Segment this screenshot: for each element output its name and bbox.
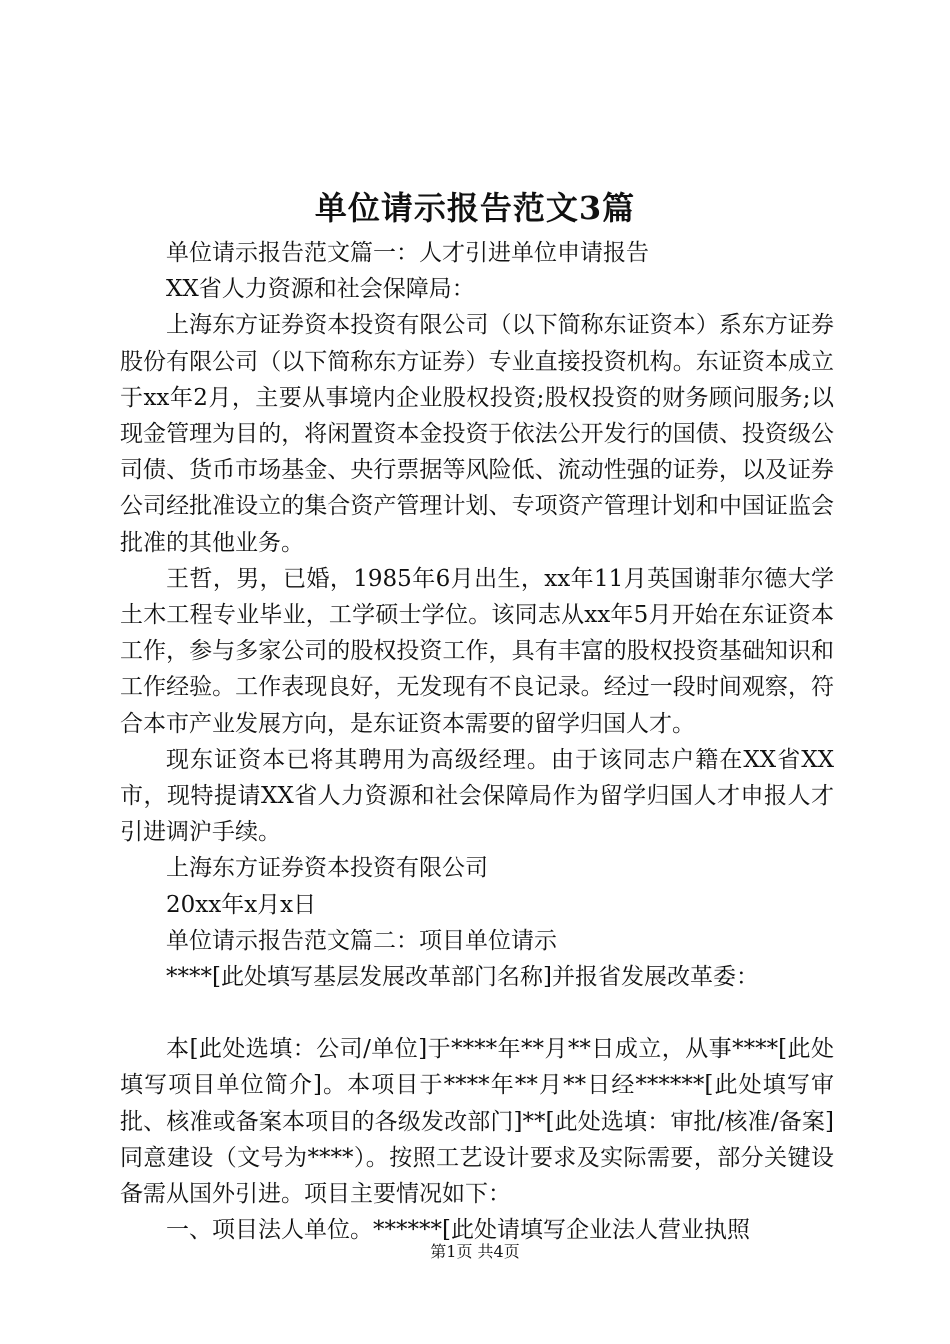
paragraph-request: 现东证资本已将其聘用为高级经理。由于该同志户籍在XX省XX市，现特提请XX省人力资源和社会保障局作为留学归国人才申报人才引进调沪手续。 xyxy=(120,746,834,846)
paragraph-addressee: XX省人力资源和社会保障局： xyxy=(166,276,475,303)
page-footer: 第1页 共4页 xyxy=(430,1242,520,1261)
document-body xyxy=(120,235,834,1248)
paragraph-signature-date: 20xx年x月x日 xyxy=(166,891,317,918)
paragraph-company-intro: 上海东方证券资本投资有限公司（以下简称东证资本）系东方证券股份有限公司（以下简称东方证券）专业直接投资机构。东证资本成立于xx年2月，主要从事境内企业股权投资;股权投资的财务顾问服务;以现金管理为目的，将闲置资本金投资于依法公开发行的国债、投资级公司债、货币市场基金、央行票据等风险低、流动性强的证券，以及证券公司经批准设立的集合资产管理计划、专项资产管理计划和中国证监会批准的其他业务。 xyxy=(120,312,834,556)
document-title: 单位请示报告范文3篇 xyxy=(314,189,636,227)
paragraph-project-intro: 本[此处选填：公司/单位]于****年**月**日成立，从事****[此处填写项目单位简介]。本项目于****年**月**日经******[此处填写审批、核准或备案本项目的各级发改部门]**[此处选填：审批/核准/备案]同意建设（文号为****）。按照工艺设计要求及实际需要，部分关键设备需从国外引进。项目主要情况如下： xyxy=(120,1036,834,1208)
paragraph-section-heading-2: 单位请示报告范文篇二：项目单位请示 xyxy=(166,927,557,954)
paragraph-project-item-1: 一、项目法人单位。******[此处请填写企业法人营业执照 xyxy=(166,1217,750,1244)
paragraph-addressee-2: ****[此处填写基层发展改革部门名称]并报省发展改革委： xyxy=(166,964,759,991)
paragraph-signature-company: 上海东方证券资本投资有限公司 xyxy=(166,855,488,882)
paragraph-section-heading-1: 单位请示报告范文篇一：人才引进单位申请报告 xyxy=(166,240,649,266)
paragraph-candidate-intro: 王哲，男，已婚，1985年6月出生，xx年11月英国谢菲尔德大学土木工程专业毕业，工学硕士学位。该同志从xx年5月开始在东证资本工作，参与多家公司的股权投资工作，具有丰富的股权投资基础知识和工作经验。工作表现良好，无发现有不良记录。经过一段时间观察，符合本市产业发展方向，是东证资本需要的留学归国人才。 xyxy=(120,565,834,737)
